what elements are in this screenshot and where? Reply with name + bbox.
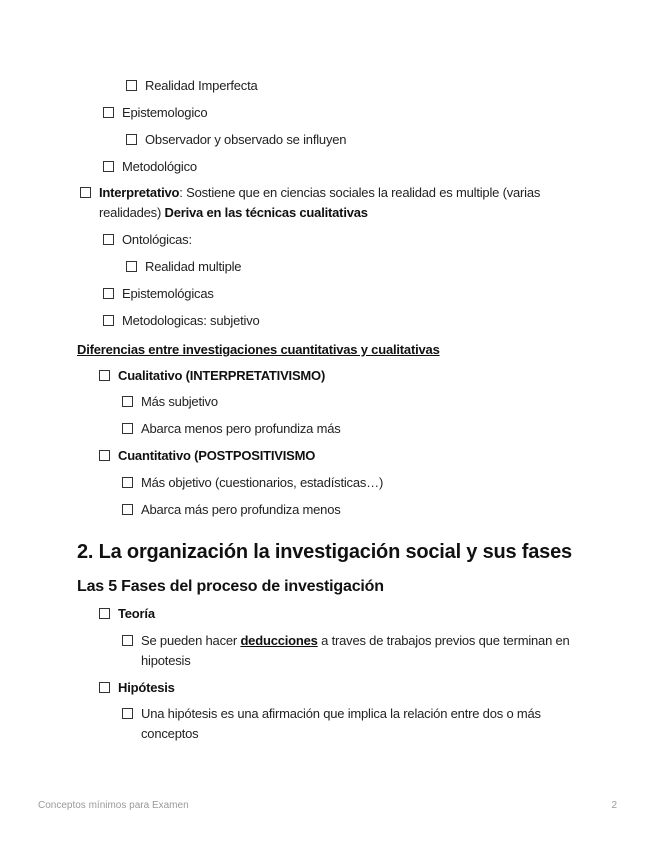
item-emphasis: deducciones [240, 633, 318, 648]
page-number: 2 [611, 800, 617, 811]
subsection-heading: Las 5 Fases del proceso de investigación [77, 578, 384, 595]
item-text: Cuantitativo (POSTPOSITIVISMO [118, 448, 316, 463]
checklist-item-cualitativo [99, 366, 325, 386]
checklist-item-interpretativo [80, 183, 570, 223]
item-text: Teoría [118, 606, 155, 621]
differences-heading: Diferencias entre investigaciones cuantitativas y cualitativas [77, 342, 440, 357]
checkbox[interactable] [99, 370, 110, 381]
checkbox[interactable] [103, 315, 114, 326]
item-text: Más objetivo (cuestionarios, estadísticas…) [141, 475, 384, 490]
item-label: Interpretativo [99, 185, 180, 200]
item-text: Una hipótesis es una afirmación que implica la relación entre dos o más conceptos [141, 706, 541, 741]
checklist-item [103, 230, 192, 250]
checkbox[interactable] [122, 477, 133, 488]
item-body: Se pueden hacer [141, 633, 241, 648]
checkbox[interactable] [103, 288, 114, 299]
checkbox[interactable] [122, 423, 133, 434]
checkbox[interactable] [126, 80, 137, 91]
item-text: Metodologicas: subjetivo [122, 313, 260, 328]
item-body: : Sostiene que en ciencias sociales la realidad es multiple (varias realidades) [99, 185, 541, 220]
section-heading: 2. La organización la investigación social y sus fases [77, 541, 572, 563]
item-text: Ontológicas: [122, 232, 192, 247]
checkbox[interactable] [99, 608, 110, 619]
checkbox[interactable] [103, 107, 114, 118]
checklist-item [122, 500, 341, 520]
checklist-item [103, 311, 260, 331]
item-text: Cualitativo (INTERPRETATIVISMO) [118, 368, 326, 383]
checkbox[interactable] [99, 450, 110, 461]
item-text: Epistemológicas [122, 286, 214, 301]
item-text: Abarca menos pero profundiza más [141, 421, 341, 436]
item-text: Realidad multiple [145, 259, 242, 274]
checkbox[interactable] [122, 396, 133, 407]
checklist-item-hipotesis [99, 678, 175, 698]
item-text: Observador y observado se influyen [145, 132, 347, 147]
checkbox[interactable] [80, 187, 91, 198]
checkbox[interactable] [122, 635, 133, 646]
item-text: Metodológico [122, 159, 197, 174]
checklist-item [122, 631, 572, 671]
item-text: Realidad Imperfecta [145, 78, 258, 93]
checklist-item [126, 257, 241, 277]
checkbox[interactable] [122, 504, 133, 515]
checkbox[interactable] [126, 134, 137, 145]
footer-title: Conceptos mínimos para Examen [38, 800, 189, 811]
checklist-item [103, 157, 197, 177]
checklist-item [126, 76, 258, 96]
checkbox[interactable] [99, 682, 110, 693]
checklist-item [122, 704, 572, 744]
checklist-item [103, 284, 214, 304]
item-emphasis: Deriva en las técnicas cualitativas [164, 205, 368, 220]
item-text: Más subjetivo [141, 394, 218, 409]
checklist-item [122, 392, 218, 412]
checkbox[interactable] [126, 261, 137, 272]
checkbox[interactable] [122, 708, 133, 719]
item-text: Hipótesis [118, 680, 175, 695]
item-body: a traves de trabajos previos que terminan en hipotesis [141, 633, 570, 668]
checklist-item-cuantitativo [99, 446, 315, 466]
checklist-item [122, 473, 383, 493]
checklist-item-teoria [99, 604, 155, 624]
checklist-item [122, 419, 341, 439]
checkbox[interactable] [103, 161, 114, 172]
item-text [141, 631, 572, 671]
item-text: Abarca más pero profundiza menos [141, 502, 341, 517]
checklist-item [126, 130, 346, 150]
item-text: Epistemologico [122, 105, 208, 120]
checkbox[interactable] [103, 234, 114, 245]
checklist-item [103, 103, 207, 123]
item-text [99, 183, 570, 223]
